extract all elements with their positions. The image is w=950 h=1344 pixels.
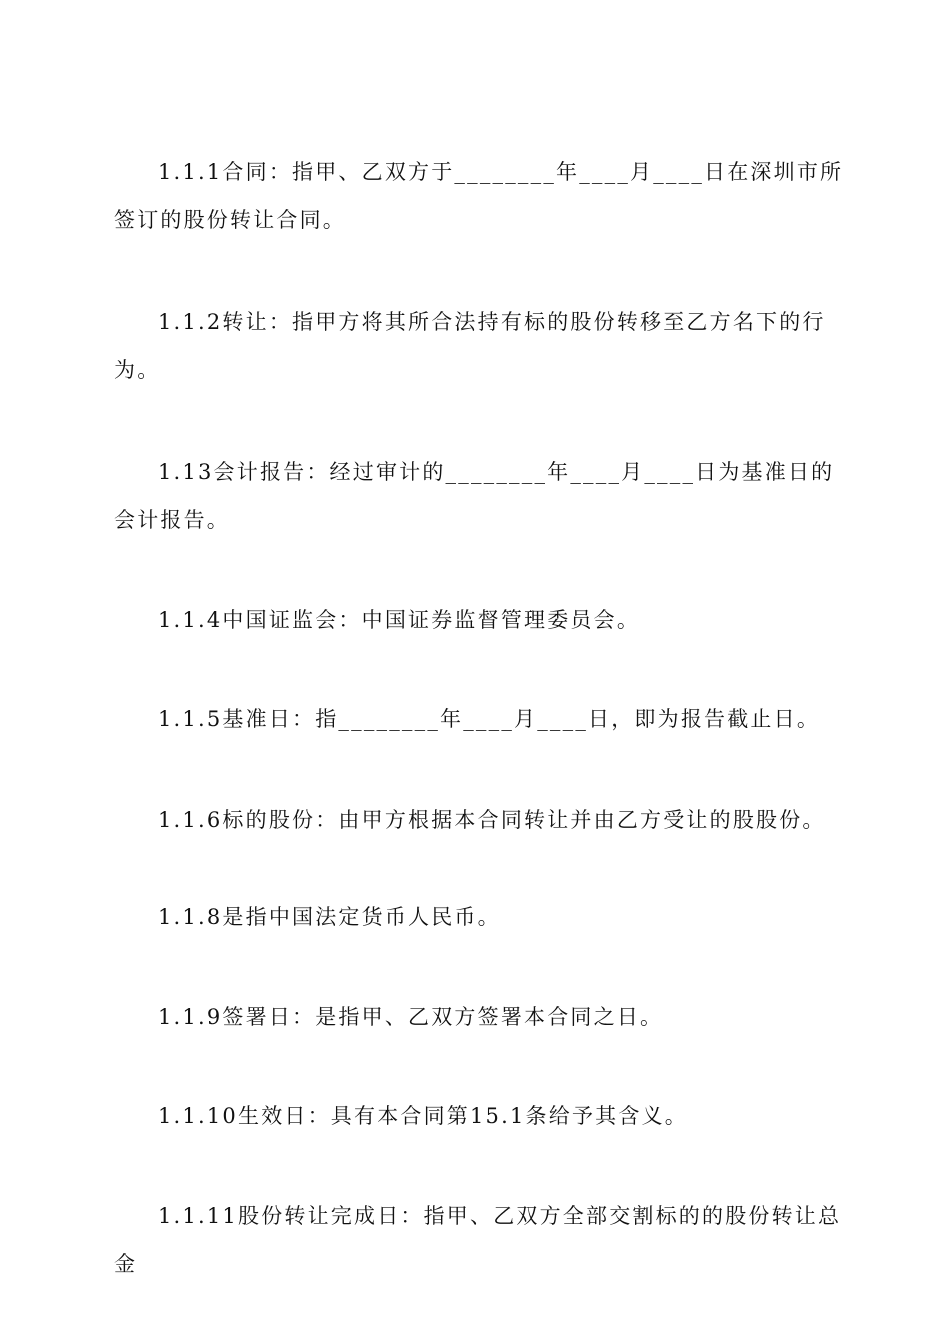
clause-1-1-6-target-shares: 1.1.6标的股份：由甲方根据本合同转让并由乙方受让的股股份。 <box>158 808 826 832</box>
clause-1-1-2-transfer: 1.1.2转让：指甲方将其所合法持有标的股份转移至乙方名下的行为。 <box>114 310 826 382</box>
clause-1-1-4-csrc: 1.1.4中国证监会：中国证券监督管理委员会。 <box>158 608 641 632</box>
clause-1-1-10-effective-date: 1.1.10生效日：具有本合同第15.1条给予其含义。 <box>158 1104 688 1128</box>
clause-1-13-accounting-report: 1.13会计报告：经过审计的________年____月____日为基准日的会计报告。 <box>114 460 835 532</box>
clause-1-1-1-contract: 1.1.1合同：指甲、乙双方于________年____月____日在深圳市所签订的股份转让合同。 <box>114 160 844 232</box>
clause-1-1-8-currency: 1.1.8是指中国法定货币人民币。 <box>158 905 501 929</box>
clause-1-1-11-completion-date: 1.1.11股份转让完成日：指甲、乙双方全部交割标的的股份转让总金 <box>114 1204 842 1276</box>
clause-1-1-9-signing-date: 1.1.9签署日：是指甲、乙双方签署本合同之日。 <box>158 1005 664 1029</box>
clause-1-1-5-base-date: 1.1.5基准日：指________年____月____日，即为报告截止日。 <box>158 707 821 731</box>
